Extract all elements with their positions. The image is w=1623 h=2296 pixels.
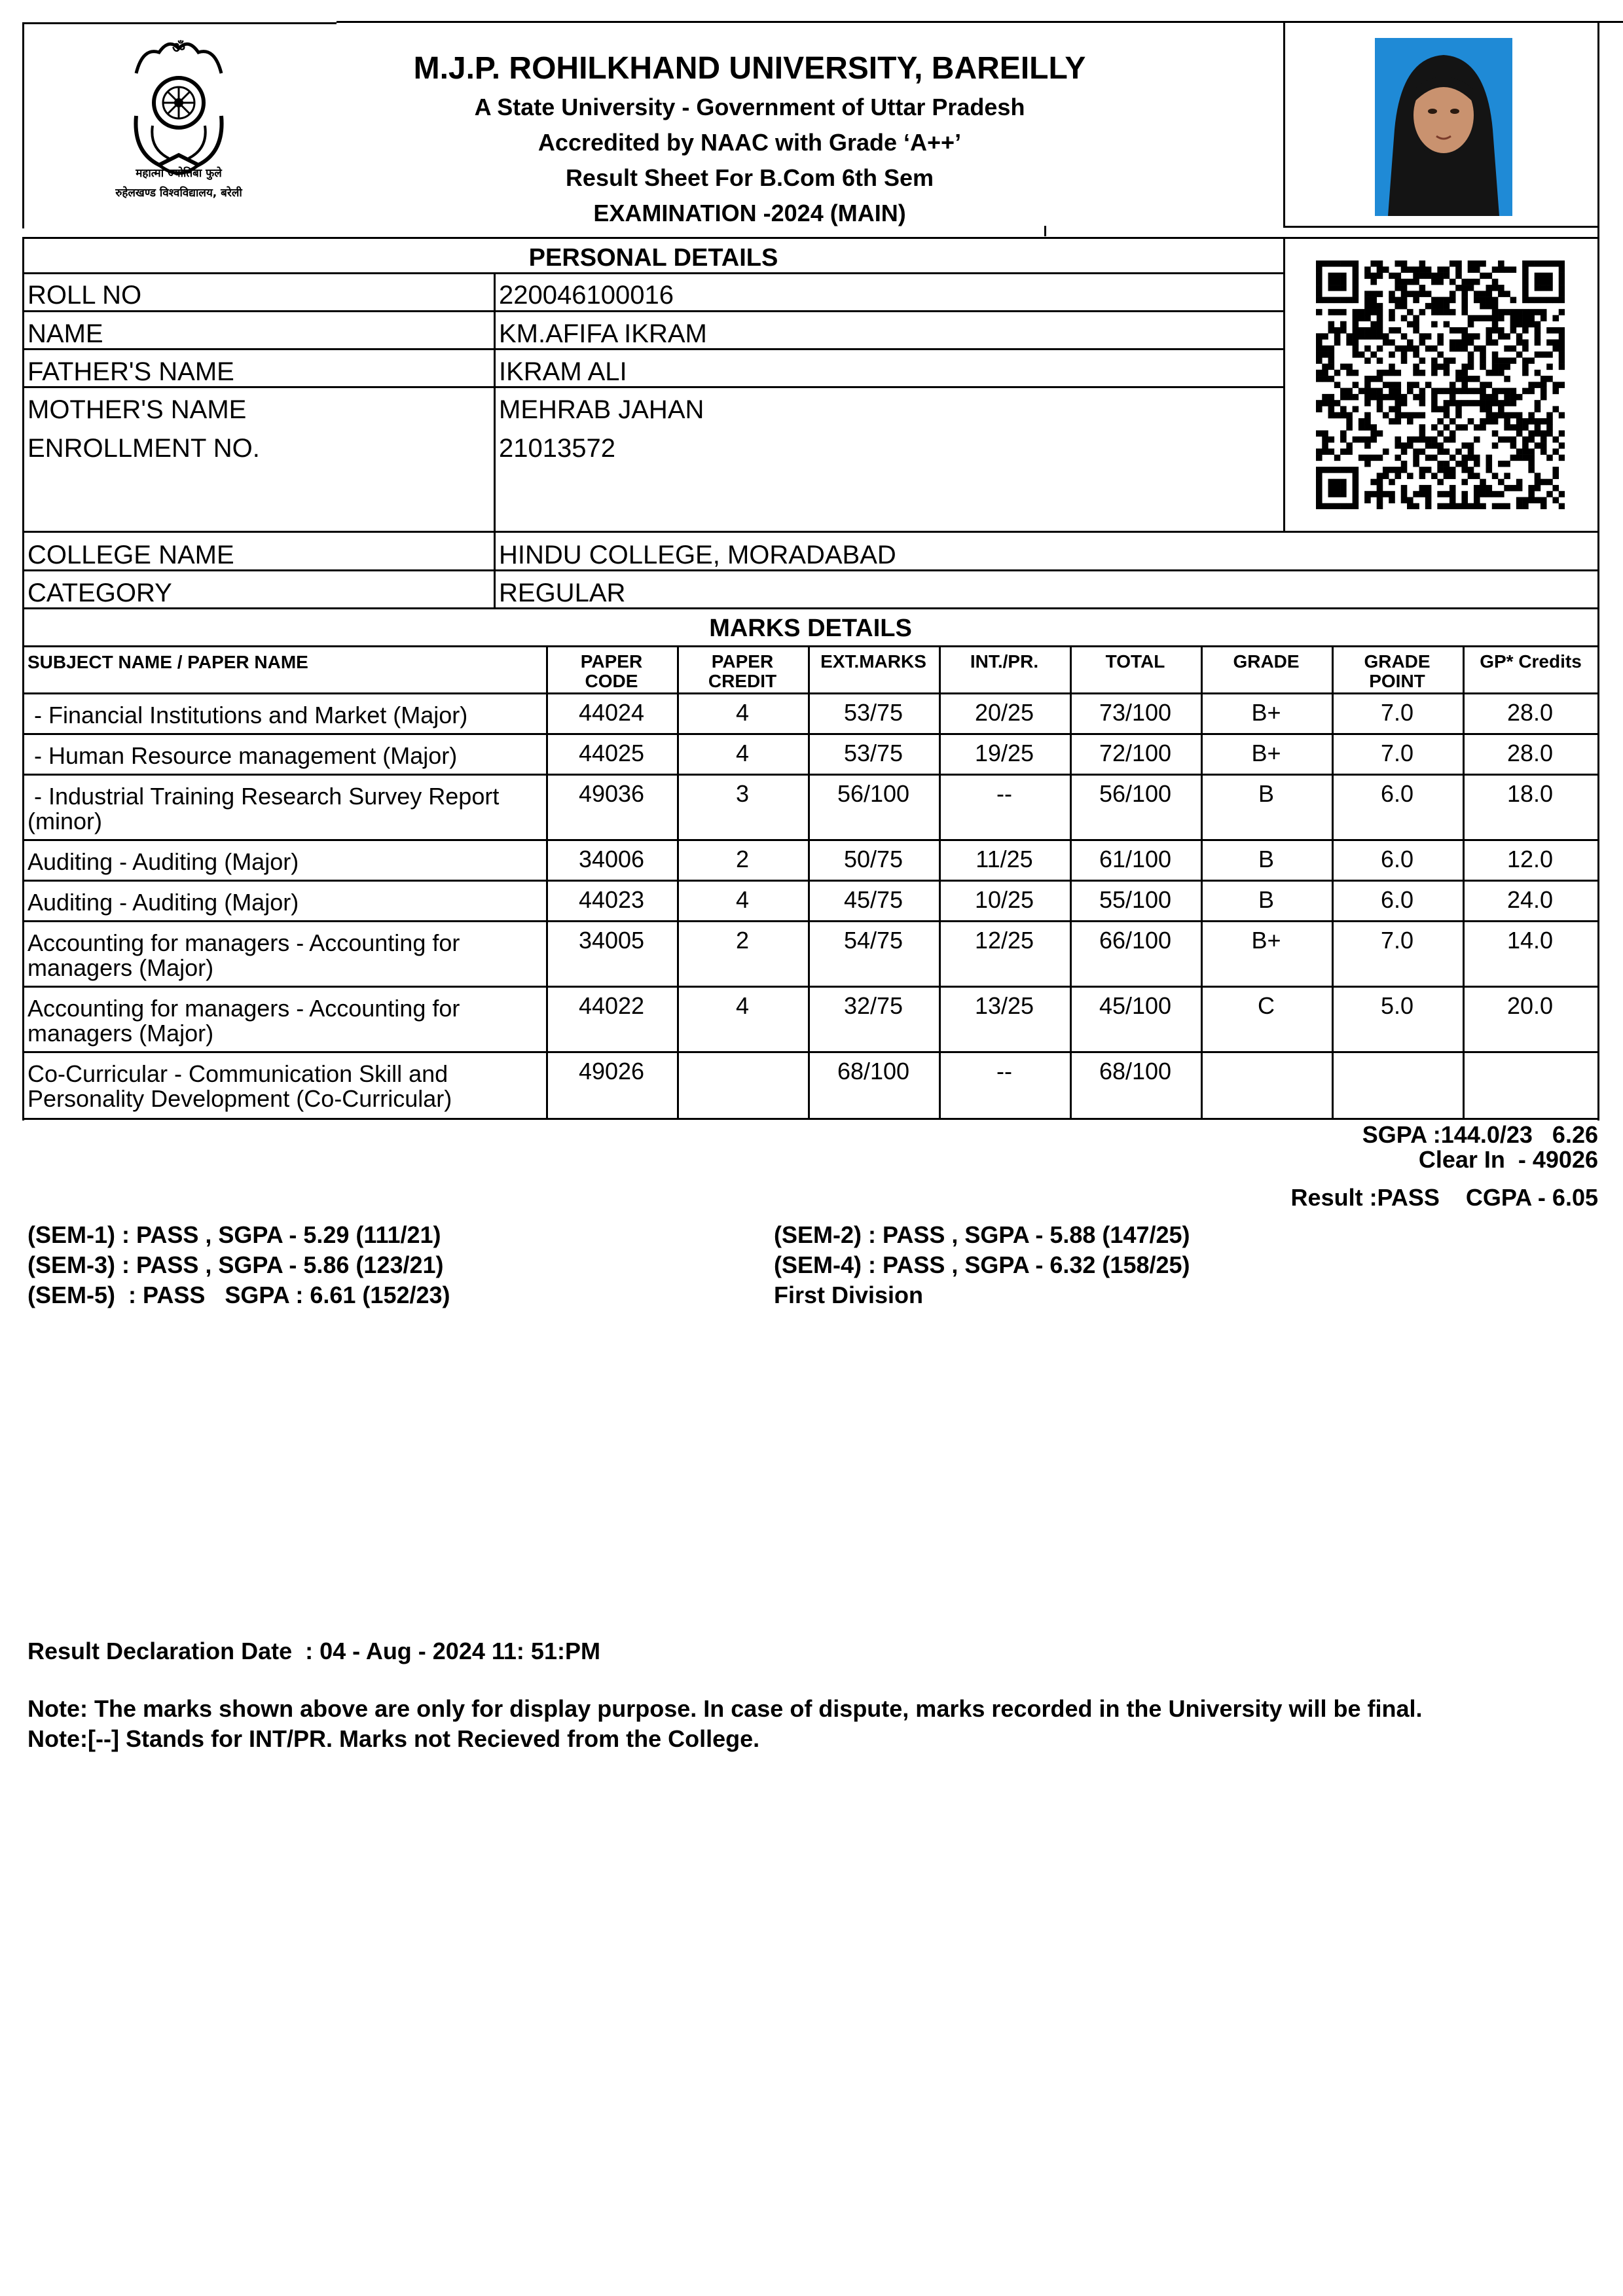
cell-gpc: 14.0 bbox=[1506, 927, 1554, 954]
marks-details-heading: MARKS DETAILS bbox=[709, 615, 912, 642]
cell-gpc: 12.0 bbox=[1506, 846, 1554, 872]
cell-ext: 54/75 bbox=[843, 927, 903, 954]
cell-gp: 7.0 bbox=[1380, 740, 1414, 766]
result-declaration-date: Result Declaration Date : 04 - Aug - 2024 11: 51:PM bbox=[27, 1638, 600, 1664]
cell-total: 68/100 bbox=[1099, 1058, 1172, 1085]
col-header-subject: SUBJECT NAME / PAPER NAME bbox=[27, 652, 308, 672]
col-header-paper-credit: PAPER CREDIT bbox=[708, 651, 777, 691]
roll-no-value: 220046100016 bbox=[499, 281, 674, 310]
enrollment-label: ENROLLMENT NO. bbox=[27, 434, 260, 463]
cell-code: 49036 bbox=[578, 780, 645, 807]
svg-text:ॐ: ॐ bbox=[172, 40, 186, 56]
cell-total: 61/100 bbox=[1099, 846, 1172, 872]
cell-code: 44025 bbox=[578, 740, 645, 766]
col-header-paper-code: PAPER CODE bbox=[580, 651, 643, 691]
note-int-pr: Note:[--] Stands for INT/PR. Marks not Recieved from the College. bbox=[27, 1725, 760, 1752]
cell-int: 10/25 bbox=[974, 886, 1034, 913]
cell-credit: 4 bbox=[735, 886, 750, 913]
header-line-1: A State University - Government of Uttar Pradesh bbox=[474, 94, 1025, 120]
cell-credit: 4 bbox=[735, 992, 750, 1019]
cell-int: 12/25 bbox=[974, 927, 1034, 954]
cell-gpc: 28.0 bbox=[1506, 699, 1554, 726]
cell-gpc: 20.0 bbox=[1506, 992, 1554, 1019]
cell-grade: B+ bbox=[1251, 740, 1281, 766]
cell-grade: B bbox=[1258, 886, 1274, 913]
subject-name: Auditing - Auditing (Major) bbox=[27, 848, 299, 875]
cell-int: 19/25 bbox=[974, 740, 1034, 766]
cell-code: 44022 bbox=[578, 992, 645, 1019]
col-header-int-pr: INT./PR. bbox=[970, 651, 1039, 672]
subject-name: Co-Curricular - Communication Skill and Personality Development (Co-Curricular) bbox=[27, 1060, 455, 1112]
cell-int: 13/25 bbox=[974, 992, 1034, 1019]
cell-gp: 5.0 bbox=[1380, 992, 1414, 1019]
cell-code: 34005 bbox=[578, 927, 645, 954]
roll-no-label: ROLL NO bbox=[27, 281, 142, 310]
sem-4-result: (SEM-4) : PASS , SGPA - 6.32 (158/25) bbox=[774, 1251, 1190, 1278]
subject-name: Accounting for managers - Accounting for managers (Major) bbox=[27, 995, 467, 1047]
sem-3-result: (SEM-3) : PASS , SGPA - 5.86 (123/21) bbox=[27, 1251, 444, 1278]
university-title: M.J.P. ROHILKHAND UNIVERSITY, BAREILLY bbox=[413, 51, 1086, 86]
father-name-label: FATHER'S NAME bbox=[27, 357, 234, 386]
cell-gpc: 24.0 bbox=[1506, 886, 1554, 913]
cell-gp: 6.0 bbox=[1380, 846, 1414, 872]
header-line-3: Result Sheet For B.Com 6th Sem bbox=[565, 164, 934, 191]
table-rule bbox=[22, 880, 1599, 882]
cell-ext: 50/75 bbox=[843, 846, 903, 872]
cell-credit: 3 bbox=[735, 780, 750, 807]
cell-total: 55/100 bbox=[1099, 886, 1172, 913]
cell-code: 44024 bbox=[578, 699, 645, 726]
header-line-4: EXAMINATION -2024 (MAIN) bbox=[593, 200, 906, 226]
table-rule bbox=[22, 645, 24, 1120]
header-line-2: Accredited by NAAC with Grade ‘A++’ bbox=[538, 129, 962, 156]
cell-credit: 2 bbox=[735, 927, 750, 954]
subject-name: Accounting for managers - Accounting for managers (Major) bbox=[27, 929, 467, 981]
name-value: KM.AFIFA IKRAM bbox=[499, 319, 707, 348]
cell-int: 20/25 bbox=[974, 699, 1034, 726]
cell-total: 56/100 bbox=[1099, 780, 1172, 807]
subject-name: - Industrial Training Research Survey Report (minor) bbox=[27, 783, 506, 834]
table-rule bbox=[22, 920, 1599, 922]
cell-gp: 7.0 bbox=[1380, 699, 1414, 726]
category-value: REGULAR bbox=[499, 579, 626, 607]
cell-credit: 4 bbox=[735, 740, 750, 766]
college-name-label: COLLEGE NAME bbox=[27, 541, 234, 569]
cell-total: 73/100 bbox=[1099, 699, 1172, 726]
cell-credit: 2 bbox=[735, 846, 750, 872]
sem-1-result: (SEM-1) : PASS , SGPA - 5.29 (111/21) bbox=[27, 1221, 441, 1248]
col-header-grade-point: GRADE POINT bbox=[1364, 651, 1431, 691]
subject-name: - Financial Institutions and Market (Major) bbox=[27, 702, 468, 728]
cell-total: 72/100 bbox=[1099, 740, 1172, 766]
personal-details-heading: PERSONAL DETAILS bbox=[528, 244, 778, 272]
sgpa-summary: SGPA :144.0/23 6.26 bbox=[1362, 1121, 1598, 1148]
cell-total: 66/100 bbox=[1099, 927, 1172, 954]
mother-name-label: MOTHER'S NAME bbox=[27, 395, 247, 424]
table-rule bbox=[22, 1118, 1599, 1120]
cell-grade: C bbox=[1258, 992, 1275, 1019]
student-photo bbox=[1375, 38, 1512, 216]
result-cgpa: Result :PASS CGPA - 6.05 bbox=[1290, 1184, 1598, 1211]
qr-code[interactable] bbox=[1316, 260, 1565, 509]
table-rule bbox=[22, 692, 1599, 694]
cell-gpc: 28.0 bbox=[1506, 740, 1554, 766]
cell-grade: B+ bbox=[1251, 699, 1281, 726]
cell-grade: B bbox=[1258, 780, 1274, 807]
cell-gp: 7.0 bbox=[1380, 927, 1414, 954]
col-header-grade: GRADE bbox=[1233, 651, 1300, 672]
logo-caption-1: महात्मा ज्योतिबा फुले bbox=[136, 167, 222, 180]
cell-code: 49026 bbox=[578, 1058, 645, 1085]
col-header-total: TOTAL bbox=[1105, 651, 1165, 672]
table-rule bbox=[22, 645, 1599, 647]
cell-gpc: 18.0 bbox=[1506, 780, 1554, 807]
logo-caption-2: रुहेलखण्ड विश्वविद्यालय, बरेली bbox=[115, 187, 242, 200]
cell-gp: 6.0 bbox=[1380, 780, 1414, 807]
table-rule bbox=[1597, 645, 1599, 1120]
cell-code: 34006 bbox=[578, 846, 645, 872]
sem-2-result: (SEM-2) : PASS , SGPA - 5.88 (147/25) bbox=[774, 1221, 1190, 1248]
cell-ext: 32/75 bbox=[843, 992, 903, 1019]
table-rule bbox=[22, 839, 1599, 841]
enrollment-value: 21013572 bbox=[499, 434, 615, 463]
college-name-value: HINDU COLLEGE, MORADABAD bbox=[499, 541, 896, 569]
cell-int: 11/25 bbox=[976, 846, 1033, 872]
clear-in: Clear In - 49026 bbox=[1418, 1146, 1598, 1173]
cell-credit: 4 bbox=[735, 699, 750, 726]
table-rule bbox=[22, 774, 1599, 776]
table-rule bbox=[22, 733, 1599, 735]
sem-5-result: (SEM-5) : PASS SGPA : 6.61 (152/23) bbox=[27, 1282, 450, 1308]
table-rule bbox=[22, 986, 1599, 988]
mother-name-value: MEHRAB JAHAN bbox=[499, 395, 704, 424]
col-header-ext-marks: EXT.MARKS bbox=[820, 651, 926, 672]
col-header-gp-credits: GP* Credits bbox=[1480, 651, 1582, 672]
subject-name: Auditing - Auditing (Major) bbox=[27, 889, 299, 916]
cell-ext: 68/100 bbox=[837, 1058, 910, 1085]
cell-int: -- bbox=[996, 780, 1012, 807]
cell-int: -- bbox=[996, 1058, 1012, 1085]
cell-grade: B+ bbox=[1251, 927, 1281, 954]
cell-ext: 53/75 bbox=[843, 699, 903, 726]
table-rule bbox=[22, 1051, 1599, 1053]
cell-ext: 53/75 bbox=[843, 740, 903, 766]
name-label: NAME bbox=[27, 319, 103, 348]
cell-ext: 45/75 bbox=[843, 886, 903, 913]
cell-grade: B bbox=[1258, 846, 1274, 872]
father-name-value: IKRAM ALI bbox=[499, 357, 627, 386]
division: First Division bbox=[774, 1282, 924, 1308]
subject-name: - Human Resource management (Major) bbox=[27, 742, 458, 769]
cell-ext: 56/100 bbox=[837, 780, 910, 807]
cell-code: 44023 bbox=[578, 886, 645, 913]
cell-total: 45/100 bbox=[1099, 992, 1172, 1019]
note-display-purpose: Note: The marks shown above are only for display purpose. In case of dispute, marks recorded in the University will be final. bbox=[27, 1695, 1423, 1722]
cell-gp: 6.0 bbox=[1380, 886, 1414, 913]
category-label: CATEGORY bbox=[27, 579, 172, 607]
